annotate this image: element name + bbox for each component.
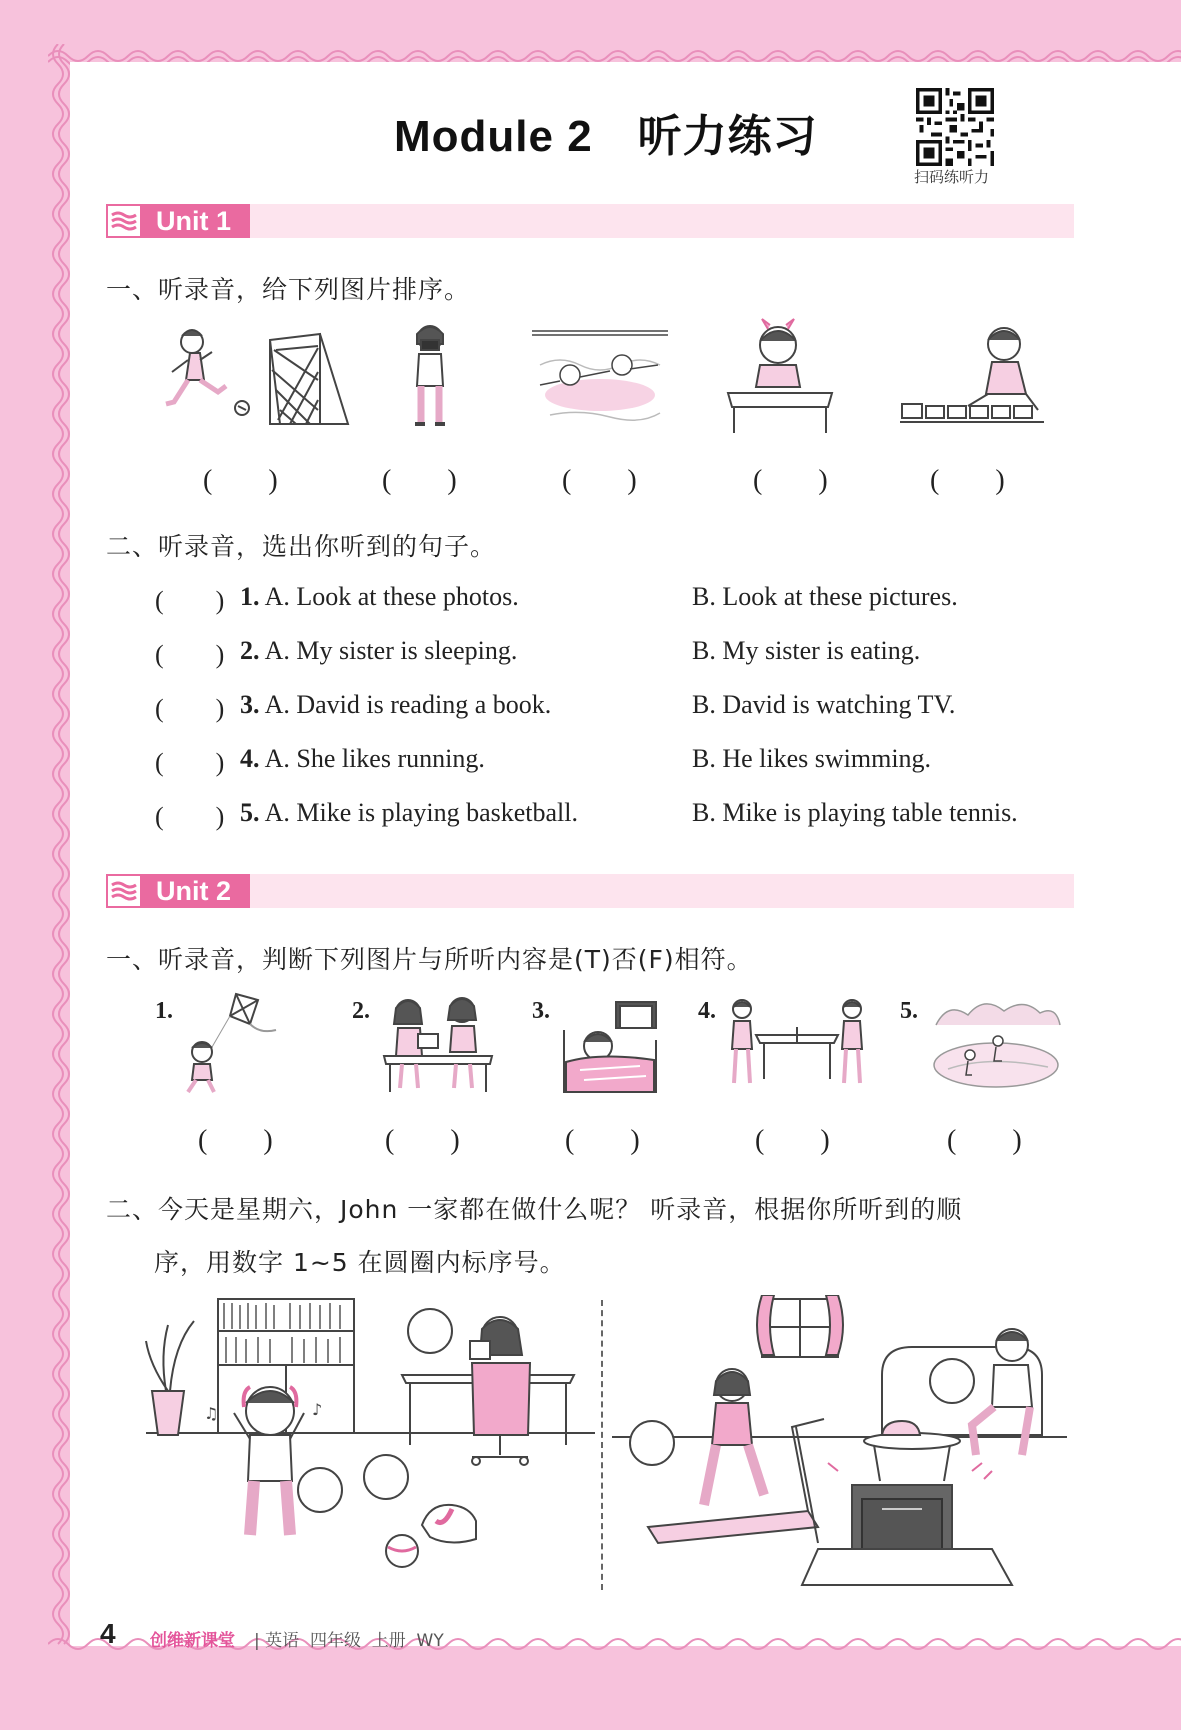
qr-code-icon[interactable]: [916, 88, 994, 166]
answer-blank[interactable]: ( ): [947, 1125, 1022, 1156]
item-number: 2.: [240, 636, 260, 665]
svg-text:♫: ♫: [204, 1404, 219, 1423]
unit1-question-2-heading: 二、听录音，选出你听到的句子。: [106, 532, 497, 561]
unit-2-tag: [106, 874, 250, 908]
answer-blank[interactable]: ( ): [155, 640, 225, 669]
answer-blank[interactable]: ( ): [562, 465, 637, 496]
option-a[interactable]: A. Look at these photos.: [264, 582, 519, 611]
picture-people-in-park: [928, 995, 1063, 1095]
answer-blank[interactable]: ( ): [203, 465, 278, 496]
unit1-question-1-heading: 一、听录音，给下列图片排序。: [106, 275, 471, 304]
answer-blank[interactable]: ( ): [930, 465, 1005, 496]
answer-blank[interactable]: ( ): [155, 748, 225, 777]
unit2-question-1-heading: 一、听录音，判断下列图片与所听内容是(T)否(F)相符。: [106, 945, 753, 974]
svg-text:♪: ♪: [312, 1400, 323, 1419]
answer-blank[interactable]: ( ): [753, 465, 828, 496]
option-b[interactable]: B. Look at these pictures.: [692, 582, 958, 611]
wave-lines-icon: [106, 204, 142, 238]
item-number: 3.: [240, 690, 260, 719]
option-b[interactable]: B. He likes swimming.: [692, 744, 932, 773]
picture-girl-taking-photo: [395, 320, 465, 435]
answer-blank[interactable]: ( ): [385, 1125, 460, 1156]
picture-number: 4.: [698, 998, 716, 1024]
footer-brand: 创维新课堂: [150, 1631, 235, 1651]
wave-lines-icon: [106, 874, 142, 908]
option-b[interactable]: B. My sister is eating.: [692, 636, 921, 665]
picture-number: 2.: [352, 998, 370, 1024]
page-number: 4: [100, 1618, 116, 1649]
option-b[interactable]: B. Mike is playing table tennis.: [692, 798, 1018, 827]
option-a[interactable]: A. David is reading a book.: [264, 690, 552, 719]
picture-girl-eating-at-table: [720, 315, 840, 435]
unit2-question-2-heading-line2: 序，用数字 1~5 在圆圈内标序号。: [154, 1248, 566, 1277]
answer-blank[interactable]: ( ): [198, 1125, 273, 1156]
page-title: Module 2 听力练习: [394, 112, 818, 161]
answer-blank[interactable]: ( ): [155, 802, 225, 831]
picture-number: 3.: [532, 998, 550, 1024]
answer-blank[interactable]: ( ): [565, 1125, 640, 1156]
unit-2-banner: [106, 874, 1074, 908]
unit-2-label: Unit 2: [156, 875, 232, 906]
picture-children-playing-table-tennis: [722, 995, 872, 1095]
item-number: 4.: [240, 744, 260, 773]
item-number: 5.: [240, 798, 260, 827]
unit-1-banner: [106, 204, 1074, 238]
answer-blank[interactable]: ( ): [755, 1125, 830, 1156]
scene-living-room-right: [612, 1295, 1067, 1595]
item-number: 1.: [240, 582, 260, 611]
unit2-question-2-heading: 二、今天是星期六，John 一家都在做什么呢？ 听录音，根据你所听到的顺: [106, 1195, 963, 1224]
option-a[interactable]: A. She likes running.: [264, 744, 485, 773]
answer-blank[interactable]: ( ): [382, 465, 457, 496]
scene-divider: [601, 1300, 603, 1590]
option-a[interactable]: A. My sister is sleeping.: [264, 636, 518, 665]
unit-1-label: Unit 1: [156, 205, 232, 236]
picture-child-sleeping: [560, 1000, 660, 1095]
answer-blank[interactable]: ( ): [155, 586, 225, 615]
picture-number: 5.: [900, 998, 918, 1024]
footer-book-info: | 英语 四年级 上册 WY: [254, 1631, 444, 1651]
answer-blank[interactable]: ( ): [155, 694, 225, 723]
scene-living-room-left: [140, 1295, 595, 1595]
picture-boy-playing-with-toy-train: [898, 320, 1048, 430]
picture-two-girls-on-bench: [378, 990, 498, 1095]
picture-girl-flying-kite: [180, 990, 285, 1095]
option-b[interactable]: B. David is watching TV.: [692, 690, 956, 719]
picture-children-swimming: [530, 325, 670, 430]
picture-number: 1.: [155, 998, 173, 1024]
unit-1-tag: [106, 204, 250, 238]
qr-caption: 扫码练听力: [914, 168, 990, 186]
wavy-border-left: [48, 44, 72, 1654]
option-a[interactable]: A. Mike is playing basketball.: [264, 798, 578, 827]
picture-boy-playing-football: [160, 320, 350, 435]
